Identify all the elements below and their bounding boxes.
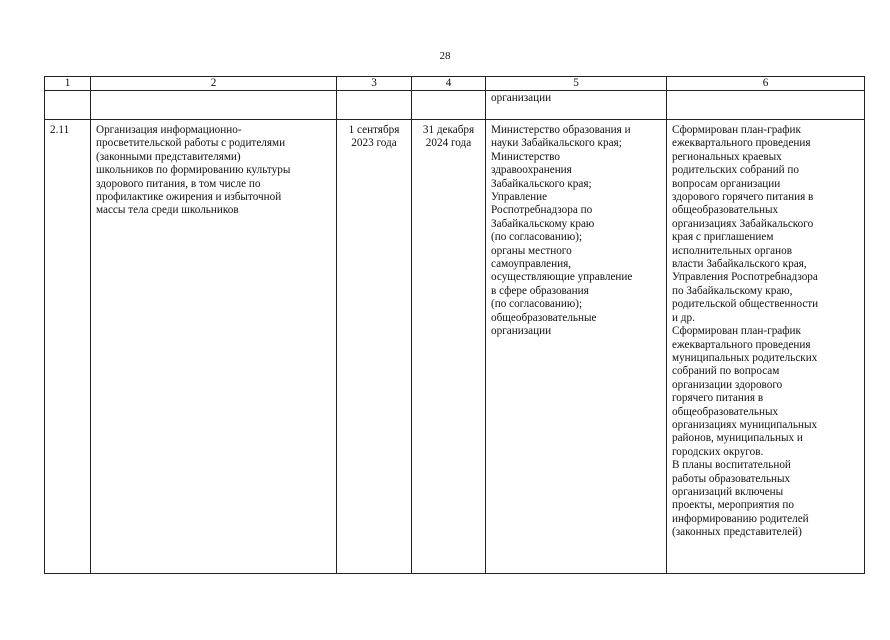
column-number-row xyxy=(45,77,865,91)
column-number: 5 xyxy=(486,77,667,91)
column-number: 3 xyxy=(337,77,412,91)
activity-description: Организация информационно- просветительской работы с родителями (законными представителями) школьников по формированию культуры здорового питания, в том числе по профилактике ожирения и избыточной массы тела среди школьников xyxy=(91,120,337,574)
continuation-row xyxy=(45,91,865,120)
continuation-cell xyxy=(667,91,865,120)
expected-result: Сформирован план-график ежеквартального проведения региональных краевых родительских собраний по вопросам организации здорового горячего питания в общеобразовательных организациях Забайкальского края с приглашением исполнительных органов власти Забайкальского края, Управления Роспотребнадзора по Забайкальскому краю, родительской общественности и др. Сформирован план-график ежеквартального проведения муниципальных родительских собраний по вопросам организации здорового горячего питания в общеобразовательных организациях муниципальных районов, муниципальных и городских округов. В планы воспитательной работы образовательных организаций включены проекты, мероприятия по информированию родителей (законных представителей) xyxy=(667,120,865,574)
continuation-cell xyxy=(337,91,412,120)
continuation-cell xyxy=(91,91,337,120)
measures-table xyxy=(44,76,865,574)
continuation-cell xyxy=(412,91,486,120)
continuation-cell: организации xyxy=(486,91,667,120)
column-number: 1 xyxy=(45,77,91,91)
column-number: 4 xyxy=(412,77,486,91)
responsible-executors: Министерство образования и науки Забайкальского края; Министерство здравоохранения Забайкальского края; Управление Роспотребнадзора по Забайкальскому краю (по согласованию); органы местного самоуправления, осуществляющие управление в сфере образования (по согласованию); общеобразовательные организации xyxy=(486,120,667,574)
continuation-cell xyxy=(45,91,91,120)
column-number: 2 xyxy=(91,77,337,91)
column-number: 6 xyxy=(667,77,865,91)
page-number: 28 xyxy=(439,50,451,62)
start-date: 1 сентября 2023 года xyxy=(337,120,412,574)
table-row xyxy=(45,120,865,574)
end-date: 31 декабря 2024 года xyxy=(412,120,486,574)
item-number: 2.11 xyxy=(45,120,91,574)
